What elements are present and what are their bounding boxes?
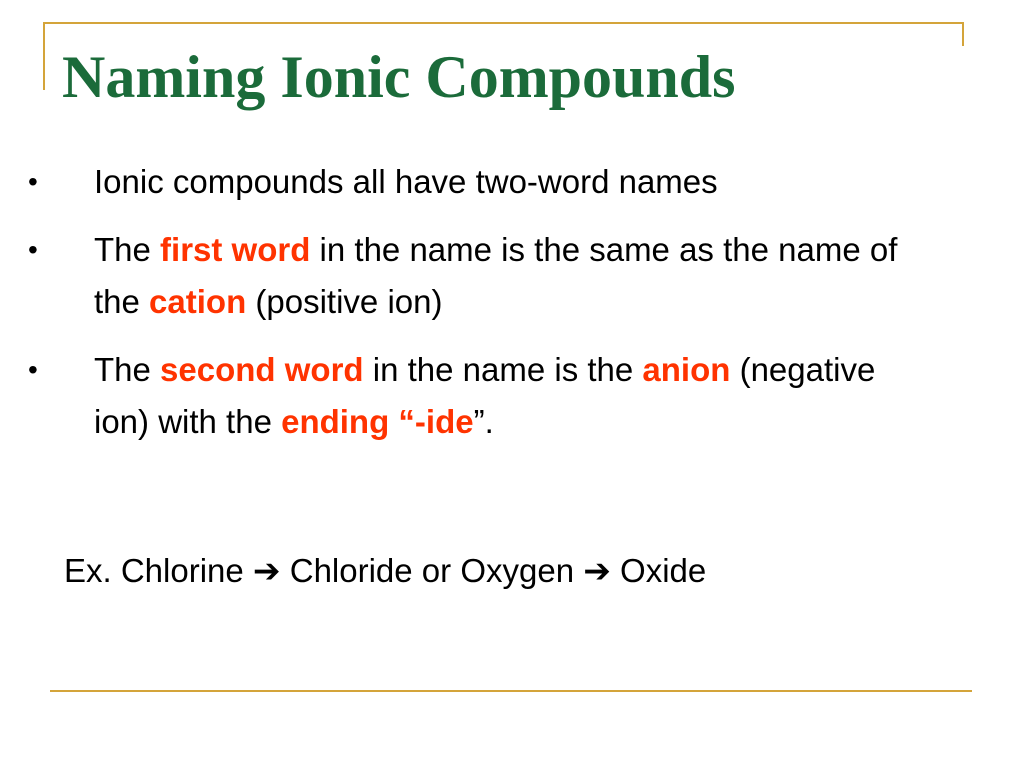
bullet-text: ”. (473, 403, 494, 440)
frame-right-rule (962, 22, 964, 46)
highlight-first-word: first word (160, 231, 311, 268)
highlight-second-word: second word (160, 351, 364, 388)
bullet-list (28, 156, 928, 464)
bullet-item-second-word (28, 344, 928, 448)
bullet-icon: • (28, 354, 38, 385)
footer-rule (50, 690, 972, 692)
highlight-anion: anion (642, 351, 731, 388)
bullet-text: Ionic compounds all have two-word names (94, 163, 718, 200)
example-text: Ex. Chlorine (64, 552, 253, 589)
frame-top-rule (43, 22, 963, 24)
bullet-text: The (94, 351, 161, 388)
highlight-cation: cation (149, 283, 247, 320)
right-arrow-icon: ➔ (583, 552, 611, 589)
highlight-ide-ending: ending “-ide (281, 403, 474, 440)
frame-left-rule (43, 22, 45, 90)
bullet-text: (positive ion) (246, 283, 443, 320)
bullet-text: in the name is the same as the name of the (94, 231, 898, 320)
bullet-item-first-word (28, 224, 928, 328)
slide-title: Naming Ionic Compounds (62, 44, 736, 110)
example-line (64, 545, 706, 597)
bullet-icon: • (28, 234, 38, 265)
bullet-text: (negative ion) with the (94, 351, 876, 440)
bullet-icon: • (28, 166, 38, 197)
example-text: Oxide (610, 552, 707, 589)
bullet-text: in the name is the (363, 351, 643, 388)
bullet-item-two-word-names (28, 156, 928, 208)
bullet-text: The (94, 231, 161, 268)
example-text: Chloride or Oxygen (280, 552, 584, 589)
right-arrow-icon: ➔ (252, 552, 281, 589)
